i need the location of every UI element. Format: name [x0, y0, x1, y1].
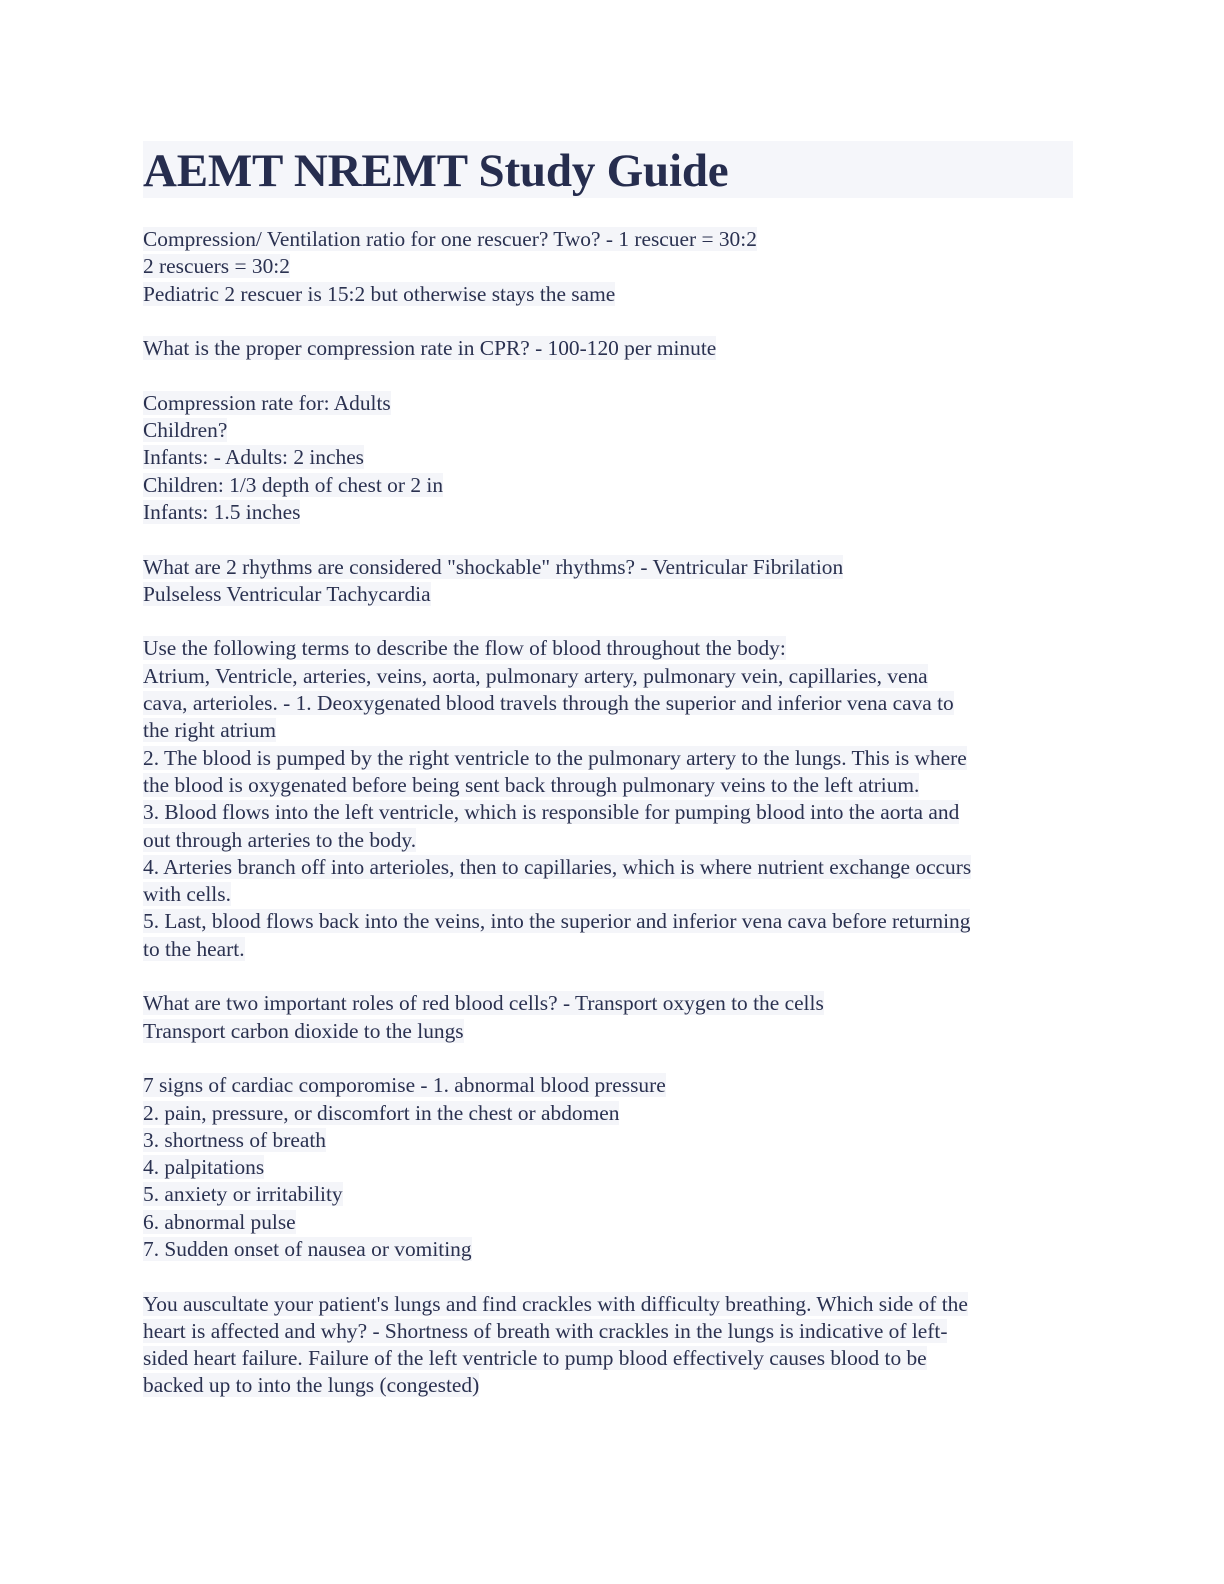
text-line: 4. Arteries branch off into arterioles, then to capillaries, which is where nutrient exchange occurs [143, 854, 972, 879]
text-line: Compression rate for: Adults [143, 390, 391, 415]
document-page [143, 141, 1073, 1427]
text-line: Pediatric 2 rescuer is 15:2 but otherwise stays the same [143, 281, 616, 306]
text-line: out through arteries to the body. [143, 827, 417, 852]
text-line: Atrium, Ventricle, arteries, veins, aorta, pulmonary artery, pulmonary vein, capillaries, vena [143, 663, 928, 688]
text-line: 3. Blood flows into the left ventricle, which is responsible for pumping blood into the aorta and [143, 800, 960, 825]
text-line: 2. The blood is pumped by the right ventricle to the pulmonary artery to the lungs. This is where [143, 745, 967, 770]
qa-block-crackles [143, 1291, 1073, 1400]
text-line: 5. anxiety or irritability [143, 1182, 343, 1207]
text-line: Pulseless Ventricular Tachycardia [143, 581, 431, 606]
text-line: Children: 1/3 depth of chest or 2 in [143, 472, 444, 497]
text-line: Children? [143, 418, 228, 443]
title-bar [143, 141, 1073, 198]
qa-block-ratio [143, 226, 1073, 308]
text-line: sided heart failure. Failure of the left ventricle to pump blood effectively causes blood to be [143, 1346, 927, 1371]
text-line: heart is affected and why? - Shortness of breath with crackles in the lungs is indicative of left- [143, 1318, 948, 1343]
text-line: 4. palpitations [143, 1155, 265, 1180]
text-line: 7 signs of cardiac comporomise - 1. abnormal blood pressure [143, 1073, 666, 1098]
document-content [143, 226, 1073, 1400]
text-line: 5. Last, blood flows back into the veins, into the superior and inferior vena cava before returning [143, 909, 971, 934]
text-line: Infants: 1.5 inches [143, 499, 301, 524]
text-line: the blood is oxygenated before being sent back through pulmonary veins to the left atrium. [143, 772, 920, 797]
text-line: the right atrium [143, 718, 277, 743]
text-line: What are 2 rhythms are considered "shockable" rhythms? - Ventricular Fibrilation [143, 554, 844, 579]
text-line: What is the proper compression rate in CPR? - 100-120 per minute [143, 336, 717, 361]
text-line: Transport carbon dioxide to the lungs [143, 1018, 464, 1043]
text-line: to the heart. [143, 936, 245, 961]
qa-block-cardiac-compromise [143, 1072, 1073, 1263]
qa-block-compression-rate [143, 335, 1073, 362]
text-line: Compression/ Ventilation ratio for one rescuer? Two? - 1 rescuer = 30:2 [143, 227, 757, 251]
text-line: 3. shortness of breath [143, 1127, 326, 1152]
text-line: Infants: - Adults: 2 inches [143, 445, 365, 470]
text-line: backed up to into the lungs (congested) [143, 1373, 480, 1398]
text-line: 6. abnormal pulse [143, 1209, 296, 1234]
text-line: 7. Sudden onset of nausea or vomiting [143, 1236, 472, 1261]
text-line: Use the following terms to describe the flow of blood throughout the body: [143, 636, 786, 661]
qa-block-compression-depth [143, 390, 1073, 526]
qa-block-red-blood-cells [143, 990, 1073, 1045]
text-line: 2. pain, pressure, or discomfort in the chest or abdomen [143, 1100, 620, 1125]
text-line: with cells. [143, 882, 231, 907]
page-title: AEMT NREMT Study Guide [143, 145, 729, 197]
text-line: cava, arterioles. - 1. Deoxygenated blood travels through the superior and inferior vena cava to [143, 691, 954, 716]
qa-block-blood-flow [143, 635, 1073, 963]
qa-block-shockable-rhythms [143, 554, 1073, 609]
text-line: What are two important roles of red blood cells? - Transport oxygen to the cells [143, 991, 824, 1016]
text-line: 2 rescuers = 30:2 [143, 254, 290, 279]
text-line: You auscultate your patient's lungs and find crackles with difficulty breathing. Which side of the [143, 1291, 968, 1316]
